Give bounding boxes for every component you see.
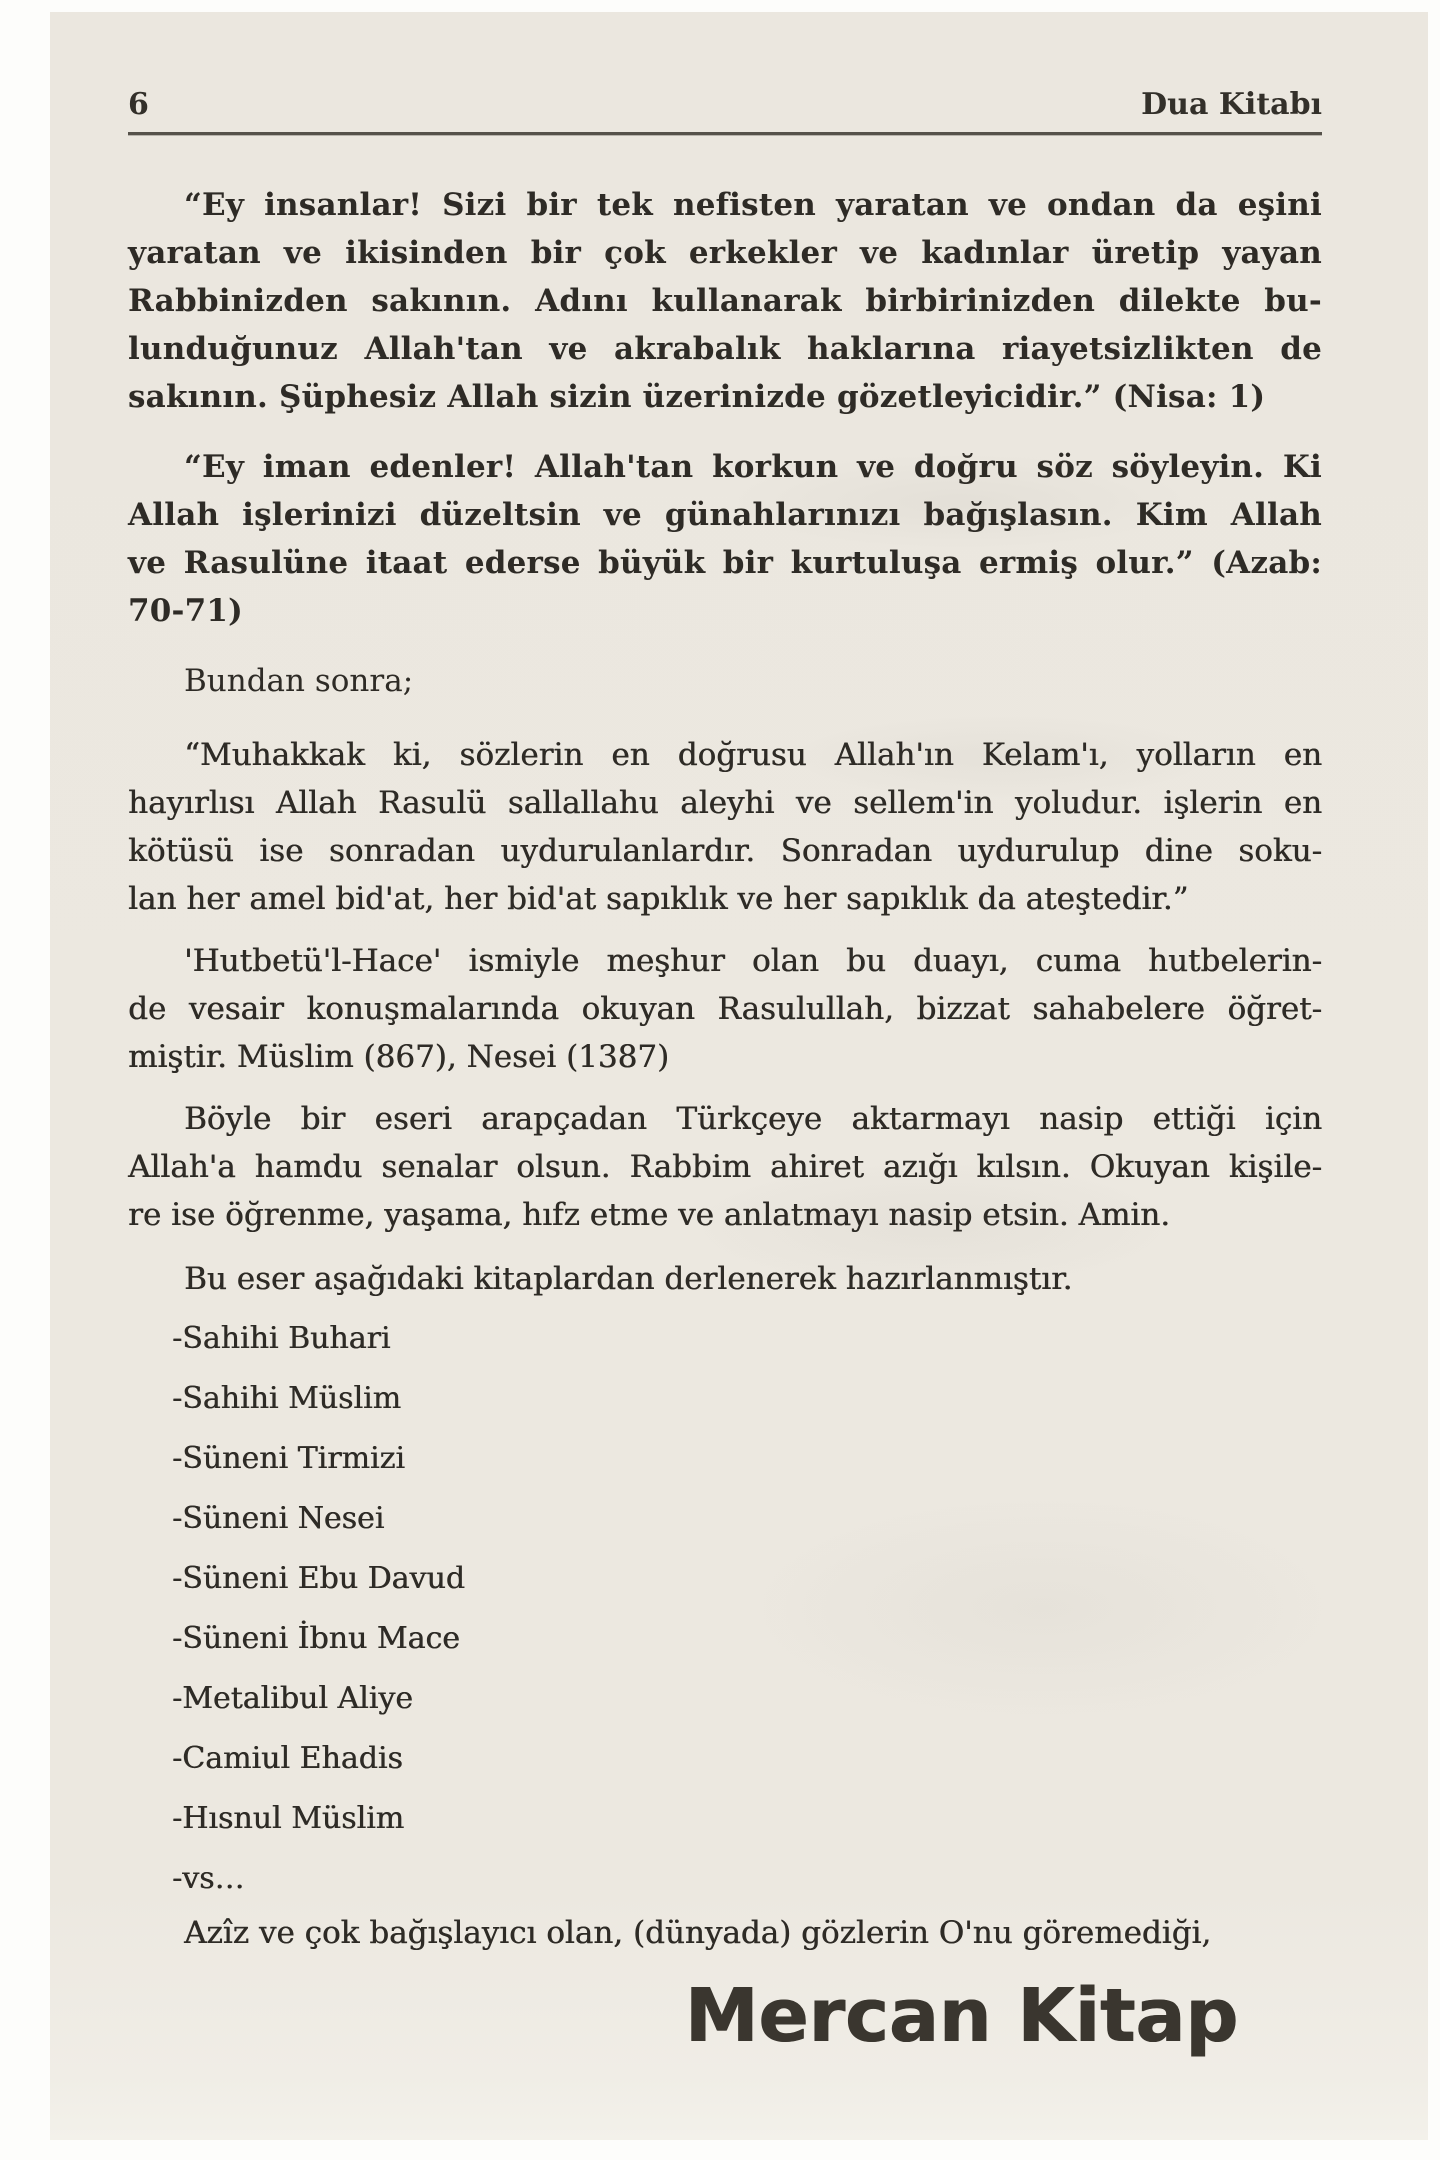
list-item: -Metalibul Aliye [172, 1681, 413, 1716]
page-number: 6 [128, 87, 149, 122]
list-item: -Süneni Ebu Davud [172, 1561, 465, 1596]
page-body [128, 181, 1322, 1957]
list-item: -Süneni Tirmizi [172, 1441, 405, 1476]
list-item: -Süneni Nesei [172, 1501, 385, 1536]
quote-azab [128, 443, 1322, 635]
quote-nisa [128, 181, 1322, 421]
book-page [50, 12, 1428, 2140]
text-line: lan her amel bid'at, her bid'at sapıklık ve her sapıklık da ateştedir.” [128, 881, 1189, 917]
text-line: yaratan ve ikisinden bir çok erkekler ve kadınlar üretip yayan [128, 235, 1322, 271]
page-content [50, 12, 1428, 2059]
para-boyle-bir-eseri [128, 1095, 1322, 1239]
text-line: miştir. Müslim (867), Nesei (1387) [128, 1039, 670, 1075]
text-line: Bu eser aşağıdaki kitaplardan derlenerek hazırlanmıştır. [184, 1261, 1073, 1297]
list-item: -Hısnul Müslim [172, 1801, 405, 1836]
text-line: Bundan sonra; [184, 663, 414, 699]
list-item: -vs… [172, 1861, 245, 1896]
text-line: 'Hutbetü'l-Hace' ismiyle meşhur olan bu duayı, cuma hutbelerin- [184, 943, 1322, 979]
text-line: 70-71) [128, 593, 244, 629]
text-line: ve Rasulüne itaat ederse büyük bir kurtuluşa ermiş olur.” (Azab: [128, 545, 1322, 581]
text-line: kötüsü ise sonradan uydurulanlardır. Sonradan uydurulup dine soku- [128, 833, 1322, 869]
para-bundan-sonra [128, 657, 1322, 705]
text-line: lunduğunuz Allah'tan ve akrabalık haklarına riayetsizlikten de [128, 331, 1322, 367]
page-header [128, 86, 1322, 124]
list-item: -Camiul Ehadis [172, 1741, 403, 1776]
list-item: -Sahihi Müslim [172, 1381, 402, 1416]
header-rule [128, 132, 1322, 135]
text-line: Rabbinizden sakının. Adını kullanarak birbirinizden dilekte bu- [128, 283, 1322, 319]
running-title: Dua Kitabı [1141, 87, 1322, 122]
text-line: hayırlısı Allah Rasulü sallallahu aleyhi ve sellem'in yoludur. işlerin en [128, 785, 1322, 821]
text-line: Allah'a hamdu senalar olsun. Rabbim ahiret azığı kılsın. Okuyan kişile- [128, 1149, 1322, 1185]
publisher-logo: Mercan Kitap [684, 1973, 1238, 2059]
quote-hutbe [128, 731, 1322, 923]
text-line: Allah işlerinizi düzeltsin ve günahlarınızı bağışlasın. Kim Allah [128, 497, 1322, 533]
text-line: “Muhakkak ki, sözlerin en doğrusu Allah'ın Kelam'ı, yolların en [184, 737, 1322, 773]
text-line: sakının. Şüphesiz Allah sizin üzerinizde gözetleyicidir.” (Nisa: 1) [128, 379, 1266, 415]
logo-row [128, 1973, 1322, 2059]
text-line: “Ey iman edenler! Allah'tan korkun ve doğru söz söyleyin. Ki [184, 449, 1322, 485]
text-line: Böyle bir eseri arapçadan Türkçeye aktarmayı nasip ettiği için [184, 1101, 1322, 1137]
text-line: de vesair konuşmalarında okuyan Rasulullah, bizzat sahabelere öğret- [128, 991, 1322, 1027]
para-bu-eser [128, 1255, 1322, 1303]
list-item: -Süneni İbnu Mace [172, 1621, 460, 1656]
text-line: Azîz ve çok bağışlayıcı olan, (dünyada) gözlerin O'nu göremediği, [184, 1915, 1212, 1951]
list-item: -Sahihi Buhari [172, 1321, 391, 1356]
text-line: re ise öğrenme, yaşama, hıfz etme ve anlatmayı nasip etsin. Amin. [128, 1197, 1170, 1233]
source-list [128, 1309, 1322, 1909]
para-hutbetul-hace [128, 937, 1322, 1081]
para-aziz [128, 1909, 1322, 1957]
text-line: “Ey insanlar! Sizi bir tek nefisten yaratan ve ondan da eşini [184, 187, 1322, 223]
